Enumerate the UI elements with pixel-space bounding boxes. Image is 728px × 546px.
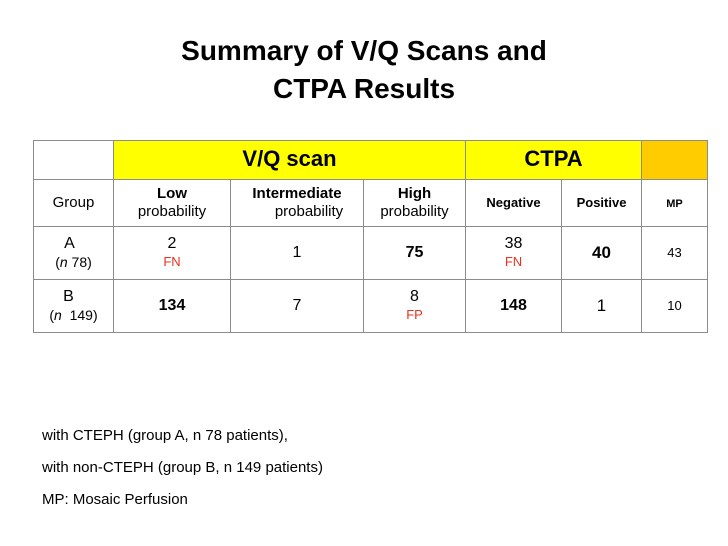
intermediate-probability-header-bottom: probability bbox=[274, 203, 344, 220]
group-size-open: ( bbox=[55, 254, 60, 270]
negative-value: 148 bbox=[500, 297, 527, 314]
high-probability-header bbox=[364, 180, 466, 227]
group-size bbox=[34, 306, 113, 324]
group-size-value: 149) bbox=[61, 307, 98, 323]
group-size bbox=[34, 253, 113, 271]
high-probability-cell bbox=[364, 227, 466, 280]
group-name: B bbox=[63, 288, 74, 305]
slide-title bbox=[0, 32, 728, 108]
table-row bbox=[34, 227, 708, 280]
low-probability-cell bbox=[114, 227, 231, 280]
intermediate-probability-cell bbox=[231, 280, 364, 333]
mp-header-cell bbox=[642, 141, 708, 180]
low-probability-cell bbox=[114, 280, 231, 333]
mp-value: 43 bbox=[667, 245, 682, 260]
mp-subheader-label: MP bbox=[666, 197, 683, 210]
footnote-mp: MP: Mosaic Perfusion bbox=[42, 491, 188, 508]
positive-value: 1 bbox=[596, 295, 607, 315]
low-probability-header-bottom: probability bbox=[137, 203, 207, 220]
intermediate-probability-header-top: Intermediate bbox=[252, 185, 342, 202]
negative-header bbox=[466, 180, 562, 227]
table-row bbox=[34, 280, 708, 333]
low-probability-value: 2 bbox=[167, 235, 177, 252]
negative-value: 38 bbox=[504, 235, 523, 252]
mp-cell bbox=[642, 227, 708, 280]
title-line-1: Summary of V/Q Scans and bbox=[181, 35, 547, 66]
positive-cell bbox=[562, 280, 642, 333]
negative-flag: FN bbox=[504, 254, 523, 269]
subheader-row bbox=[34, 180, 708, 227]
group-header-label: Group bbox=[52, 194, 95, 211]
footnotes bbox=[42, 427, 323, 523]
positive-header-label: Positive bbox=[576, 195, 627, 210]
title-line-2: CTPA Results bbox=[272, 73, 456, 104]
intermediate-probability-value: 1 bbox=[292, 244, 302, 261]
vq-scan-header-label: V/Q scan bbox=[242, 145, 337, 171]
high-probability-value: 75 bbox=[405, 244, 424, 261]
mp-value: 10 bbox=[667, 298, 682, 313]
vq-scan-header bbox=[114, 141, 466, 180]
group-name: A bbox=[64, 235, 75, 252]
group-size-n-label: n bbox=[54, 307, 62, 323]
group-cell bbox=[34, 227, 114, 280]
header-empty-cell bbox=[34, 141, 114, 180]
low-probability-header-top: Low bbox=[157, 185, 187, 202]
high-probability-header-top: High bbox=[397, 185, 432, 202]
negative-cell bbox=[466, 227, 562, 280]
intermediate-probability-header bbox=[231, 180, 364, 227]
group-header-cell bbox=[34, 180, 114, 227]
footnote-group-b: with non-CTEPH (group B, n 149 patients) bbox=[42, 459, 323, 476]
negative-header-label: Negative bbox=[486, 195, 541, 210]
low-probability-flag: FN bbox=[163, 254, 181, 269]
high-probability-cell bbox=[364, 280, 466, 333]
group-size-value: 78) bbox=[67, 254, 92, 270]
ctpa-header-label: CTPA bbox=[524, 145, 583, 171]
footnote-group-a: with CTEPH (group A, n 78 patients), bbox=[42, 427, 288, 444]
positive-cell bbox=[562, 227, 642, 280]
low-probability-header bbox=[114, 180, 231, 227]
intermediate-probability-cell bbox=[231, 227, 364, 280]
low-probability-value: 134 bbox=[158, 297, 186, 314]
results-table bbox=[33, 140, 708, 333]
high-probability-value: 8 bbox=[410, 288, 419, 305]
high-probability-header-bottom: probability bbox=[380, 203, 449, 220]
ctpa-header bbox=[466, 141, 642, 180]
group-size-n-label: n bbox=[59, 254, 68, 270]
header-row bbox=[34, 141, 708, 180]
high-probability-flag: FP bbox=[406, 307, 423, 322]
mp-subheader bbox=[642, 180, 708, 227]
negative-cell bbox=[466, 280, 562, 333]
positive-value: 40 bbox=[592, 242, 611, 262]
intermediate-probability-value: 7 bbox=[292, 297, 302, 314]
group-cell bbox=[34, 280, 114, 333]
positive-header bbox=[562, 180, 642, 227]
mp-cell bbox=[642, 280, 708, 333]
group-size-open: ( bbox=[49, 307, 55, 323]
